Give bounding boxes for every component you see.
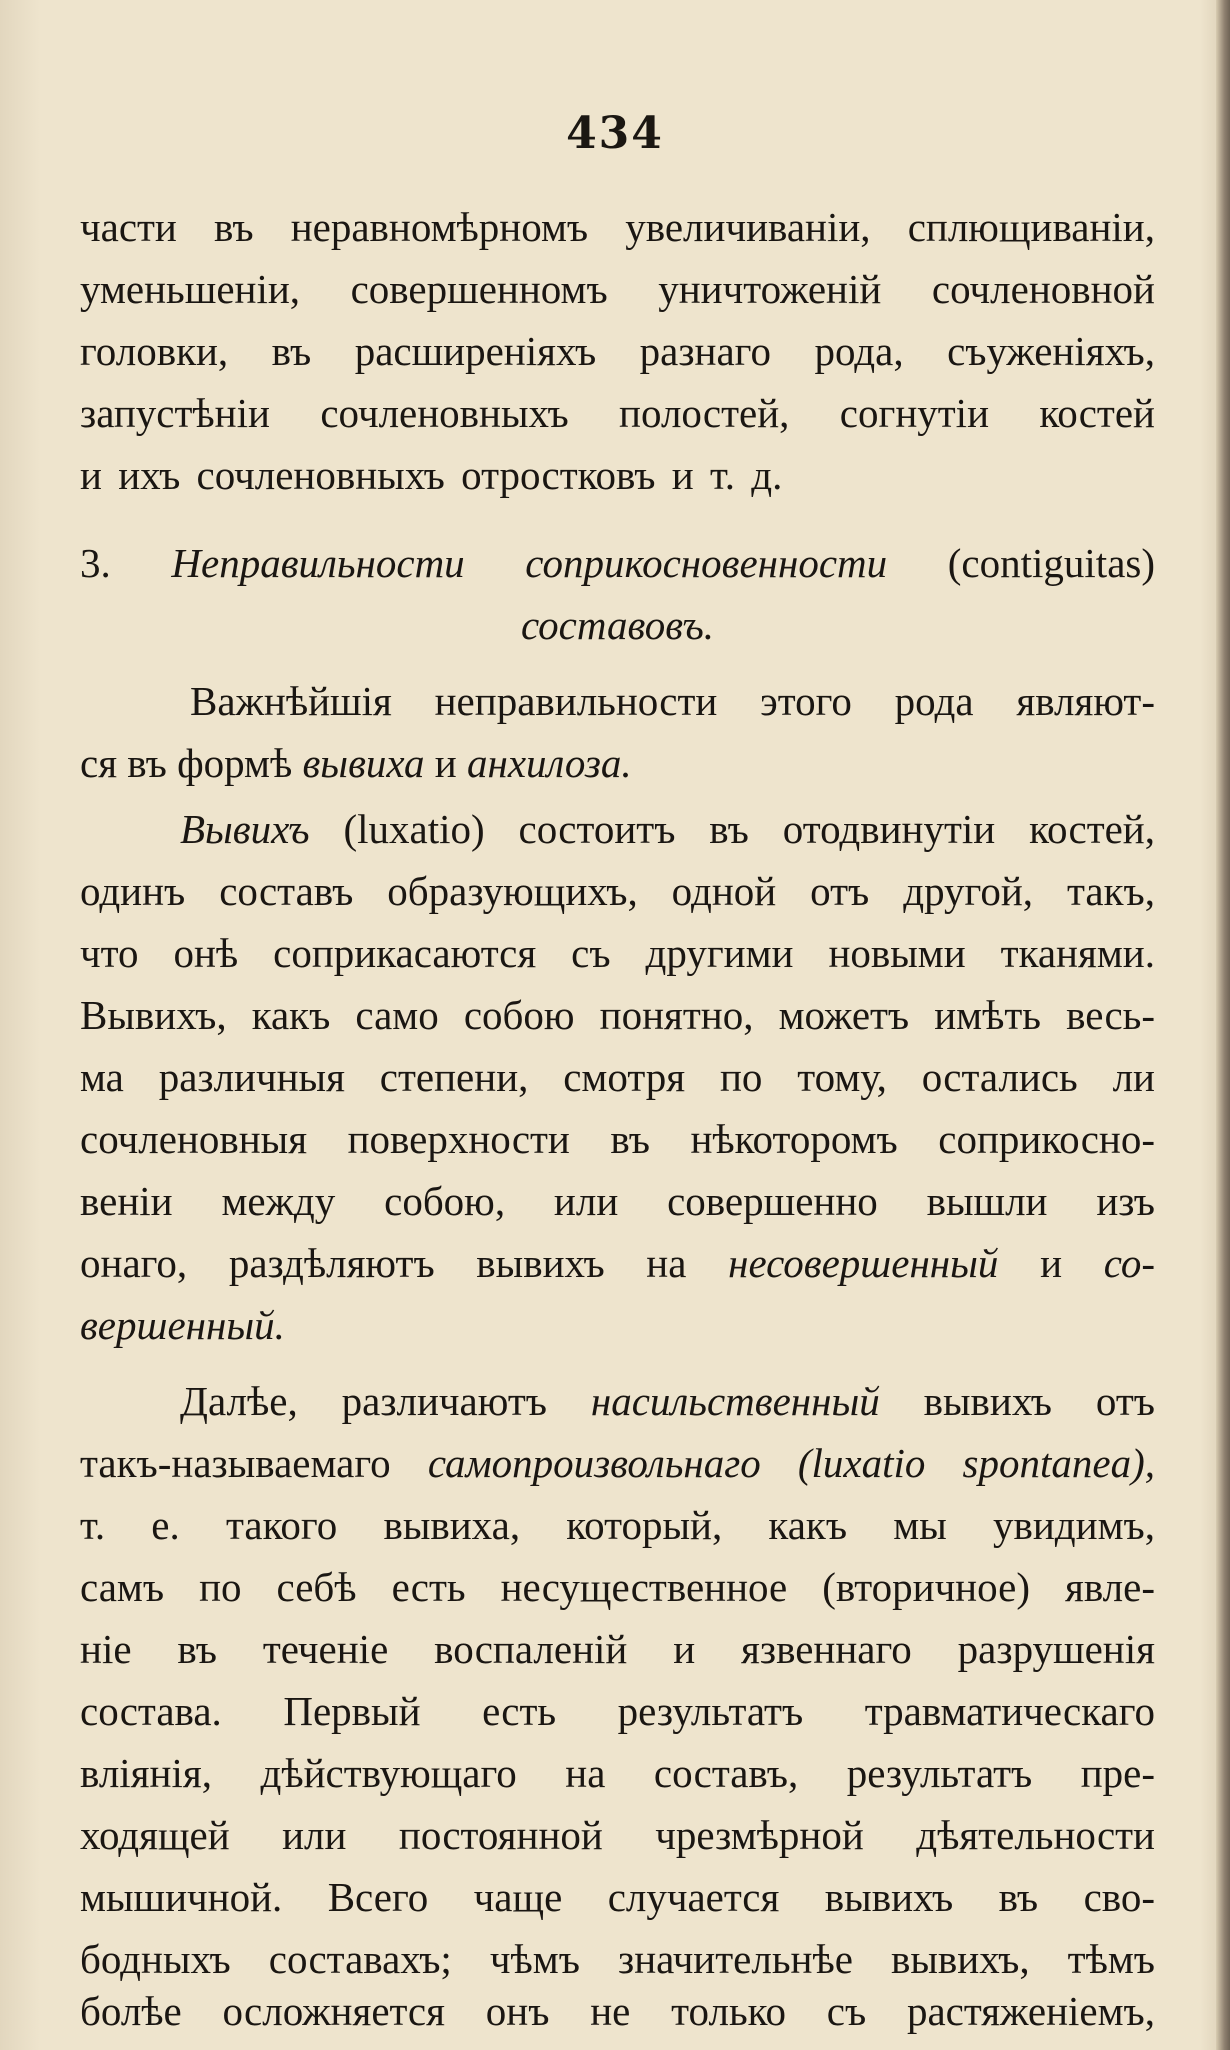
section-title-latin: (contiguitas) (947, 540, 1155, 586)
text-run: ся въ формѣ (80, 740, 293, 786)
text-line: что онѣ соприкасаются съ другими новыми тканями. (80, 930, 1155, 976)
text-line: Важнѣйшія неправильности этого рода являют- (190, 678, 1155, 724)
text-line (80, 1232, 1155, 1294)
text-line: вершенный. (80, 1302, 285, 1348)
text-run: онаго, раздѣляютъ вывихъ на (80, 1240, 687, 1286)
text-line: бодныхъ составахъ; чѣмъ значительнѣе вывихъ, тѣмъ (80, 1936, 1155, 1982)
text-run-italic: вывиха (302, 740, 425, 786)
text-line: состава. Первый есть результатъ травматическаго (80, 1688, 1155, 1734)
section-number: 3. (80, 540, 111, 586)
text-line (80, 1432, 1155, 1494)
text-line: т. е. такого вывиха, который, какъ мы увидимъ, (80, 1502, 1155, 1548)
text-line: веніи между собою, или совершенно вышли изъ (80, 1178, 1155, 1224)
section-heading (80, 532, 1155, 594)
text-line: болѣе осложняется онъ не только съ растяженіемъ, (80, 1988, 1155, 2034)
text-run-italic: со- (1103, 1240, 1155, 1286)
text-run-italic: (luxatio spontanea), (797, 1440, 1155, 1486)
text-line: одинъ составъ образующихъ, одной отъ другой, такъ, (80, 868, 1155, 914)
text-run-italic: несовершенный (728, 1240, 999, 1286)
text-run-italic: насильственный (590, 1378, 880, 1424)
text-run: и (1040, 1240, 1063, 1286)
page-number: 434 (566, 108, 664, 159)
text-run-italic: самопроизвольнаго (427, 1440, 761, 1486)
text-run: и (434, 740, 457, 786)
text-line (180, 1370, 1155, 1432)
text-run-italic: анхилоза. (466, 740, 632, 786)
text-line: головки, въ расширеніяхъ разнаго рода, съуженіяхъ, (80, 328, 1155, 374)
text-line: запустѣніи сочленовныхъ полостей, согнутіи костей (80, 390, 1155, 436)
text-line (180, 798, 1155, 860)
text-run: (luxatio) состоитъ въ отодвинутіи костей, (343, 806, 1155, 852)
text-line: части въ неравномѣрномъ увеличиваніи, сплющиваніи, (80, 204, 1155, 250)
text-line (80, 732, 1155, 794)
text-line: и ихъ сочленовныхъ отростковъ и т. д. (80, 452, 783, 498)
section-title-italic: Неправильности соприкосновенности (171, 540, 888, 586)
text-run: вывихъ отъ (923, 1378, 1155, 1424)
text-line: ма различныя степени, смотря по тому, остались ли (80, 1054, 1155, 1100)
text-line: самъ по себѣ есть несущественное (вторичное) явле- (80, 1564, 1155, 1610)
text-run-italic: Вывихъ (180, 806, 310, 852)
text-run: такъ-называемаго (80, 1440, 391, 1486)
text-run: Далѣе, различаютъ (180, 1378, 547, 1424)
text-line: уменьшеніи, совершенномъ уничтоженій сочленовной (80, 266, 1155, 312)
text-line: ходящей или постоянной чрезмѣрной дѣятельности (80, 1812, 1155, 1858)
text-line: ніе въ теченіе воспаленій и язвеннаго разрушенія (80, 1626, 1155, 1672)
text-line: мышичной. Всего чаще случается вывихъ въ сво- (80, 1874, 1155, 1920)
text-line: сочленовныя поверхности въ нѣкоторомъ соприкосно- (80, 1116, 1155, 1162)
text-line: Вывихъ, какъ само собою понятно, можетъ имѣть весь- (80, 992, 1155, 1038)
page-edge (1216, 0, 1230, 2050)
section-heading-cont: составовъ. (520, 602, 715, 648)
text-line: вліянія, дѣйствующаго на составъ, результатъ пре- (80, 1750, 1155, 1796)
